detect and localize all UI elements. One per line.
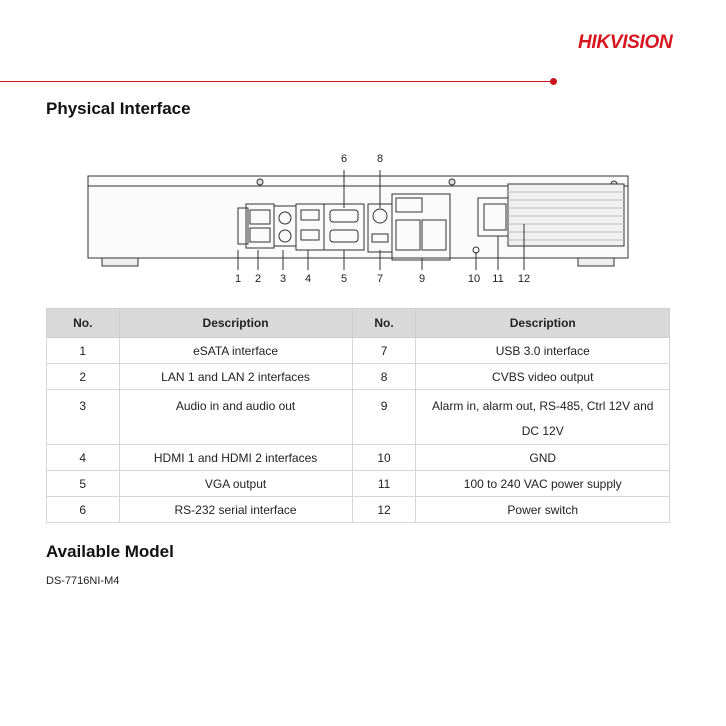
foot-right xyxy=(578,258,614,266)
table-row xyxy=(47,364,670,390)
cell-description: RS-232 serial interface xyxy=(119,497,352,523)
cell-no: 12 xyxy=(352,497,416,523)
screw-icon xyxy=(257,179,263,185)
callout-label: 6 xyxy=(340,153,348,165)
callout-label: 7 xyxy=(376,273,384,285)
cell-description: Audio in and audio out xyxy=(119,390,352,445)
callout-label: 11 xyxy=(492,273,504,285)
cell-no: 6 xyxy=(47,497,120,523)
column-header-no: No. xyxy=(47,309,120,338)
callout-label: 10 xyxy=(467,273,481,285)
section-title-available-model: Available Model xyxy=(46,542,174,561)
callout-label: 4 xyxy=(304,273,312,285)
interface-table xyxy=(46,308,670,523)
cell-no: 8 xyxy=(352,364,416,390)
callout-label: 5 xyxy=(340,273,348,285)
cell-description: eSATA interface xyxy=(119,338,352,364)
cell-no: 10 xyxy=(352,445,416,471)
cell-description: HDMI 1 and HDMI 2 interfaces xyxy=(119,445,352,471)
table-row xyxy=(47,445,670,471)
screw-icon xyxy=(449,179,455,185)
column-header-description: Description xyxy=(416,309,670,338)
callout-label: 3 xyxy=(279,273,287,285)
table-row xyxy=(47,497,670,523)
table-row xyxy=(47,338,670,364)
header-rule-dot xyxy=(550,78,557,85)
cell-description: VGA output xyxy=(119,471,352,497)
rear-panel-diagram xyxy=(60,146,640,288)
cell-description: LAN 1 and LAN 2 interfaces xyxy=(119,364,352,390)
cell-no: 1 xyxy=(47,338,120,364)
cell-description: USB 3.0 interface xyxy=(416,338,670,364)
column-header-no: No. xyxy=(352,309,416,338)
table-row xyxy=(47,390,670,445)
cell-description: 100 to 240 VAC power supply xyxy=(416,471,670,497)
callout-label: 12 xyxy=(517,273,531,285)
cell-no: 9 xyxy=(352,390,416,445)
cell-description: Alarm in, alarm out, RS-485, Ctrl 12V and DC 12V xyxy=(416,390,670,445)
callout-label: 9 xyxy=(418,273,426,285)
callout-label: 8 xyxy=(376,153,384,165)
cell-no: 11 xyxy=(352,471,416,497)
cell-description: Power switch xyxy=(416,497,670,523)
cell-no: 3 xyxy=(47,390,120,445)
cell-no: 5 xyxy=(47,471,120,497)
model-name: DS-7716NI-M4 xyxy=(46,575,120,587)
callout-label: 2 xyxy=(254,273,262,285)
cell-no: 4 xyxy=(47,445,120,471)
vent-grille xyxy=(508,184,624,246)
table-row xyxy=(47,471,670,497)
hikvision-logo: HIKVISION xyxy=(578,32,673,53)
callout-label: 1 xyxy=(234,273,242,285)
header-rule xyxy=(0,81,554,82)
section-title-physical-interface: Physical Interface xyxy=(46,99,191,118)
table-header-row xyxy=(47,309,670,338)
cell-no: 7 xyxy=(352,338,416,364)
cell-no: 2 xyxy=(47,364,120,390)
foot-left xyxy=(102,258,138,266)
column-header-description: Description xyxy=(119,309,352,338)
cell-description: GND xyxy=(416,445,670,471)
cell-description: CVBS video output xyxy=(416,364,670,390)
